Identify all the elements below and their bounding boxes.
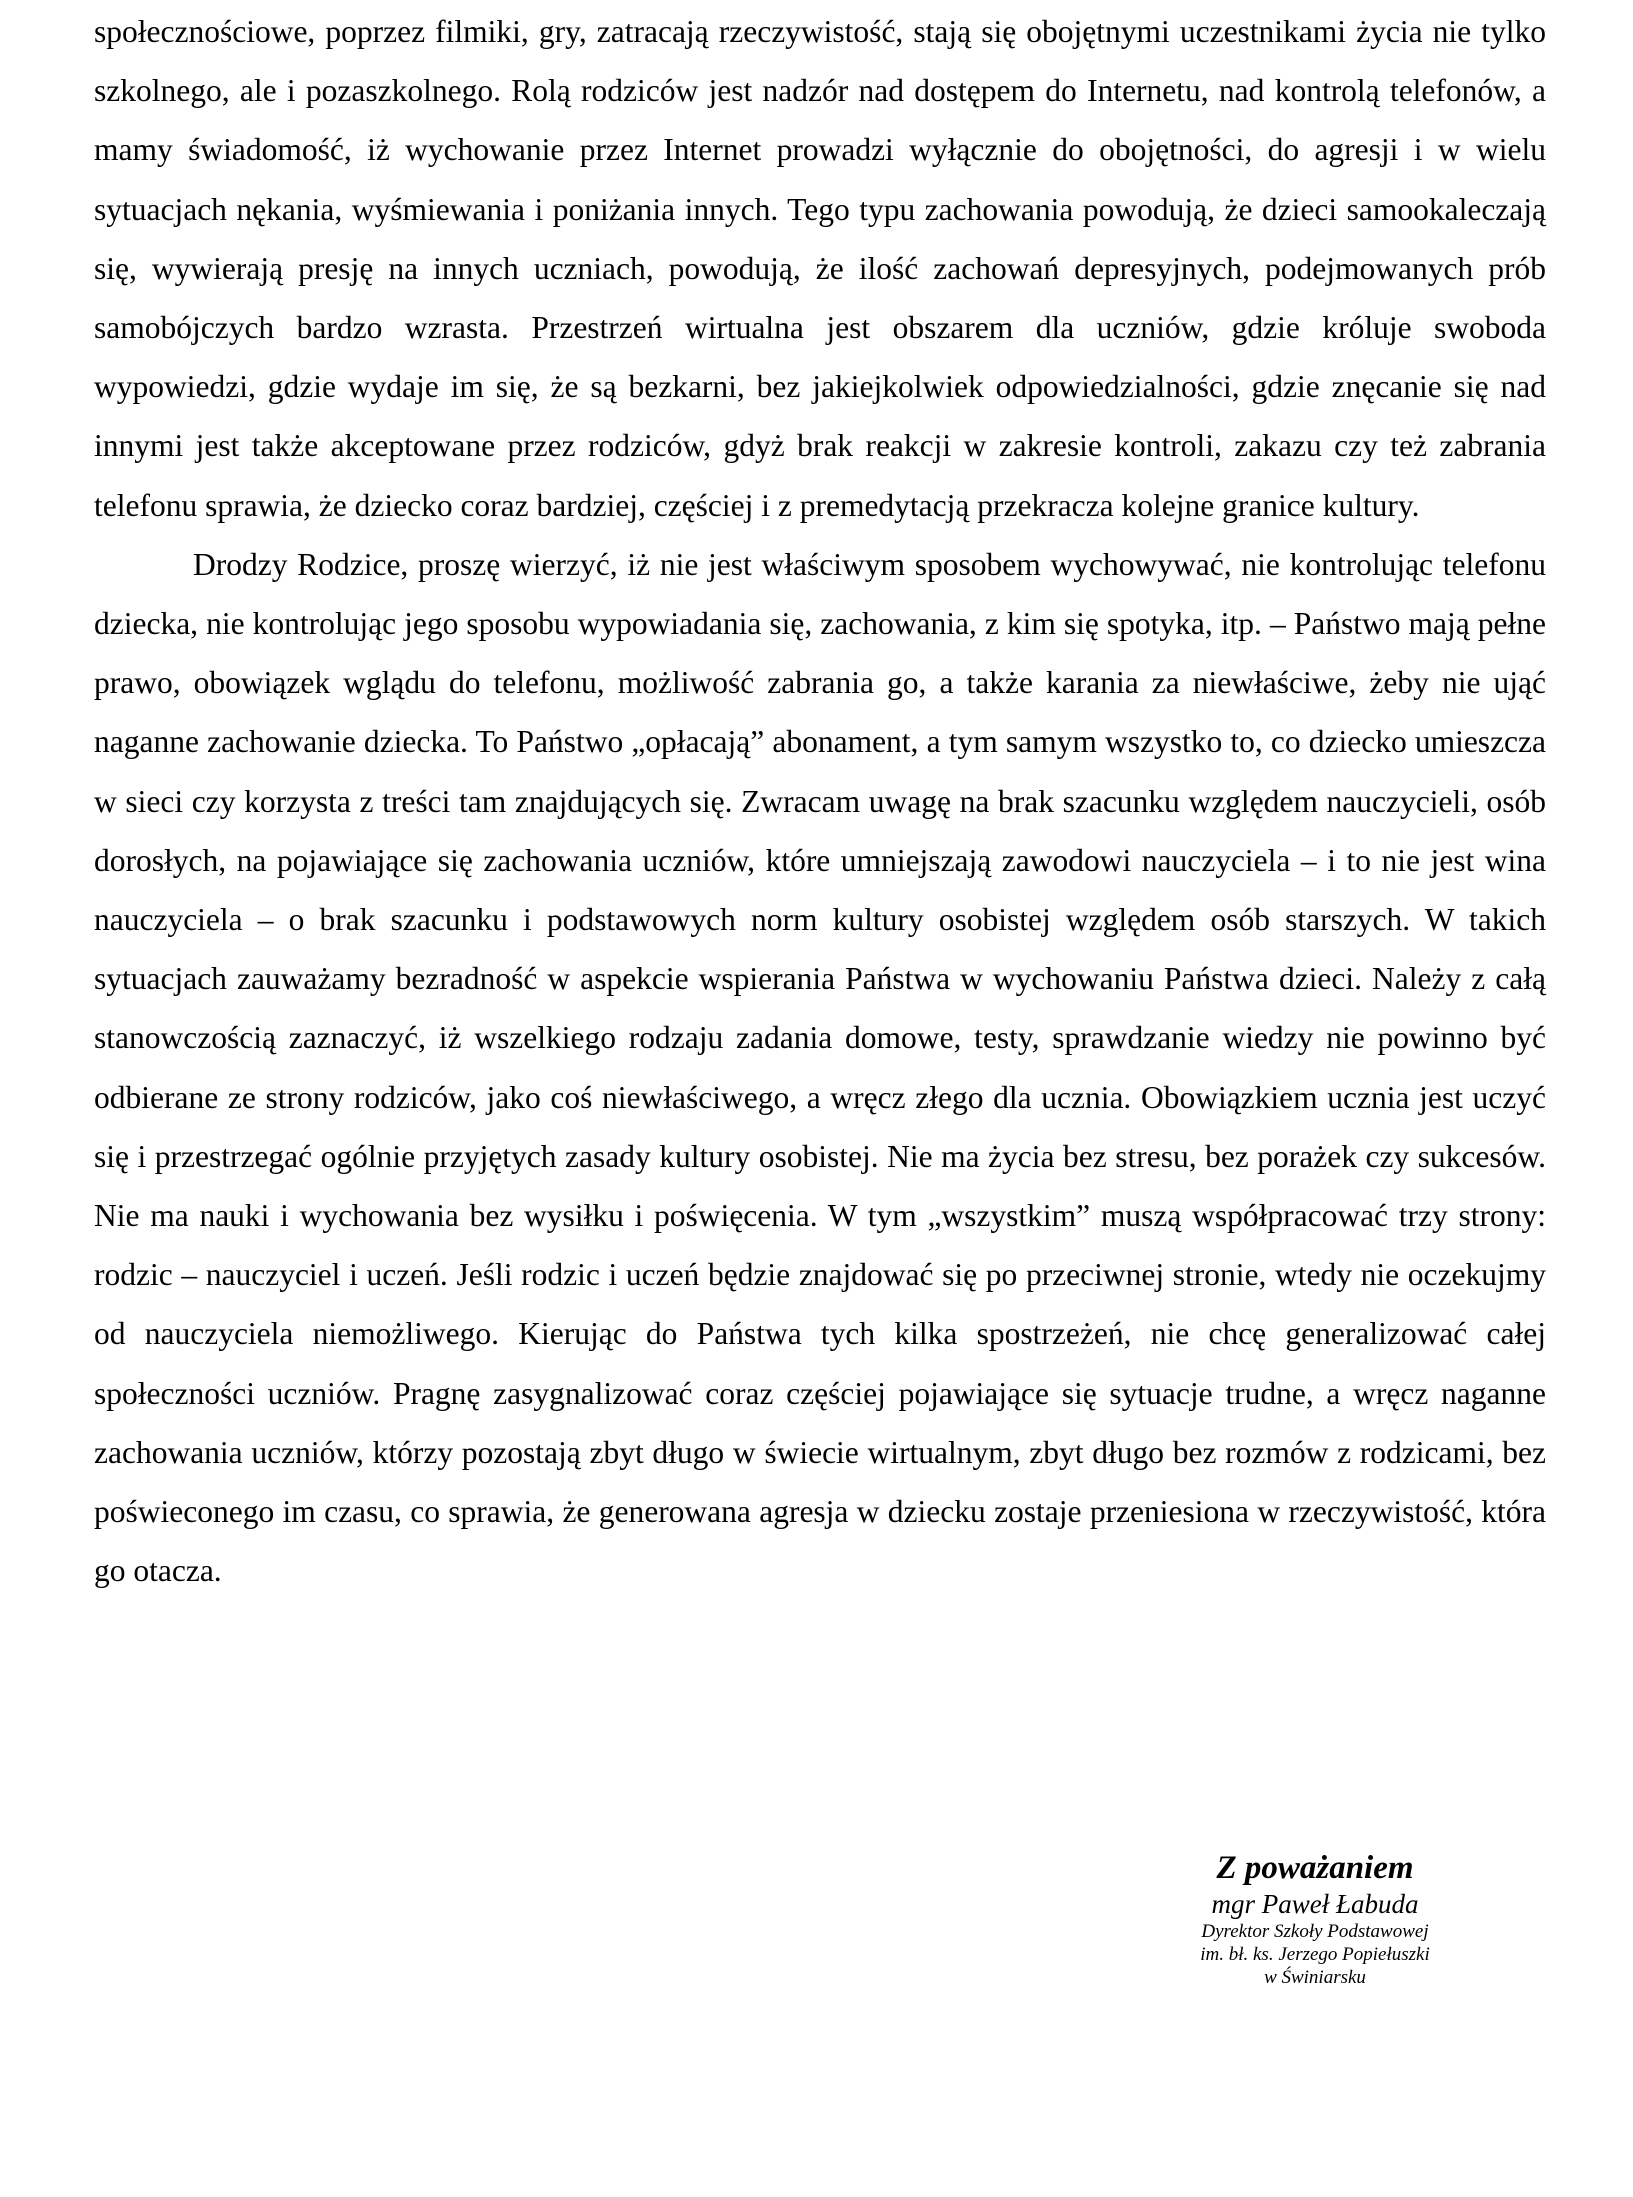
letter-body [94, 2, 1546, 1600]
signature-title-line-2: im. bł. ks. Jerzego Popiełuszki [1200, 1944, 1430, 1965]
signature-closing: Z poważaniem [1216, 1850, 1414, 1886]
signature-title-line-1: Dyrektor Szkoły Podstawowej [1201, 1921, 1429, 1942]
signature-title-line-3: w Świniarsku [1264, 1967, 1366, 1988]
signature-block [1080, 1848, 1550, 1989]
paragraph-continued: społecznościowe, poprzez filmiki, gry, zatracają rzeczywistość, stają się obojętnymi uczestnikami życia nie tylko szkolnego, ale i pozaszkolnego. Rolą rodziców jest nadzór nad dostępem do Internetu, nad kontrolą telefonów, a mamy świadomość, iż wychowanie przez Internet prowadzi wyłącznie do obojętności, do agresji i w wielu sytuacjach nękania, wyśmiewania i poniżania innych. Tego typu zachowania powodują, że dzieci samookaleczają się, wywierają presję na innych uczniach, powodują, że ilość zachowań depresyjnych, podejmowanych prób samobójczych bardzo wzrasta. Przestrzeń wirtualna jest obszarem dla uczniów, gdzie króluje swoboda wypowiedzi, gdzie wydaje im się, że są bezkarni, bez jakiejkolwiek odpowiedzialności, gdzie znęcanie się nad innymi jest także akceptowane przez rodziców, gdyż brak reakcji w zakresie kontroli, zakazu czy też zabrania telefonu sprawia, że dziecko coraz bardziej, częściej i z premedytacją przekracza kolejne granice kultury. [94, 14, 1546, 523]
signature-name: mgr Paweł Łabuda [1211, 1889, 1419, 1919]
paragraph-parents-address: Drodzy Rodzice, proszę wierzyć, iż nie jest właściwym sposobem wychowywać, nie kontrolując telefonu dziecka, nie kontrolując jego sposobu wypowiadania się, zachowania, z kim się spotyka, itp. – Państwo mają pełne prawo, obowiązek wglądu do telefonu, możliwość zabrania go, a także karania za niewłaściwe, żeby nie ująć naganne zachowanie dziecka. To Państwo „opłacają” abonament, a tym samym wszystko to, co dziecko umieszcza w sieci czy korzysta z treści tam znajdujących się. Zwracam uwagę na brak szacunku względem nauczycieli, osób dorosłych, na pojawiające się zachowania uczniów, które umniejszają zawodowi nauczyciela – i to nie jest wina nauczyciela – o brak szacunku i podstawowych norm kultury osobistej względem osób starszych. W takich sytuacjach zauważamy bezradność w aspekcie wspierania Państwa w wychowaniu Państwa dzieci. Należy z całą stanowczością zaznaczyć, iż wszelkiego rodzaju zadania domowe, testy, sprawdzanie wiedzy nie powinno być odbierane ze strony rodziców, jako coś niewłaściwego, a wręcz złego dla ucznia. Obowiązkiem ucznia jest uczyć się i przestrzegać ogólnie przyjętych zasady kultury osobistej. Nie ma życia bez stresu, bez porażek czy sukcesów. Nie ma nauki i wychowania bez wysiłku i poświęcenia. W tym „wszystkim” muszą współpracować trzy strony: rodzic – nauczyciel i uczeń. Jeśli rodzic i uczeń będzie znajdować się po przeciwnej stronie, wtedy nie oczekujmy od nauczyciela niemożliwego. Kierując do Państwa tych kilka spostrzeżeń, nie chcę generalizować całej społeczności uczniów. Pragnę zasygnalizować coraz częściej pojawiające się sytuacje trudne, a wręcz naganne zachowania uczniów, którzy pozostają zbyt długo w świecie wirtualnym, zbyt długo bez rozmów z rodzicami, bez poświeconego im czasu, co sprawia, że generowana agresja w dziecku zostaje przeniesiona w rzeczywistość, która go otacza. [94, 546, 1546, 1589]
